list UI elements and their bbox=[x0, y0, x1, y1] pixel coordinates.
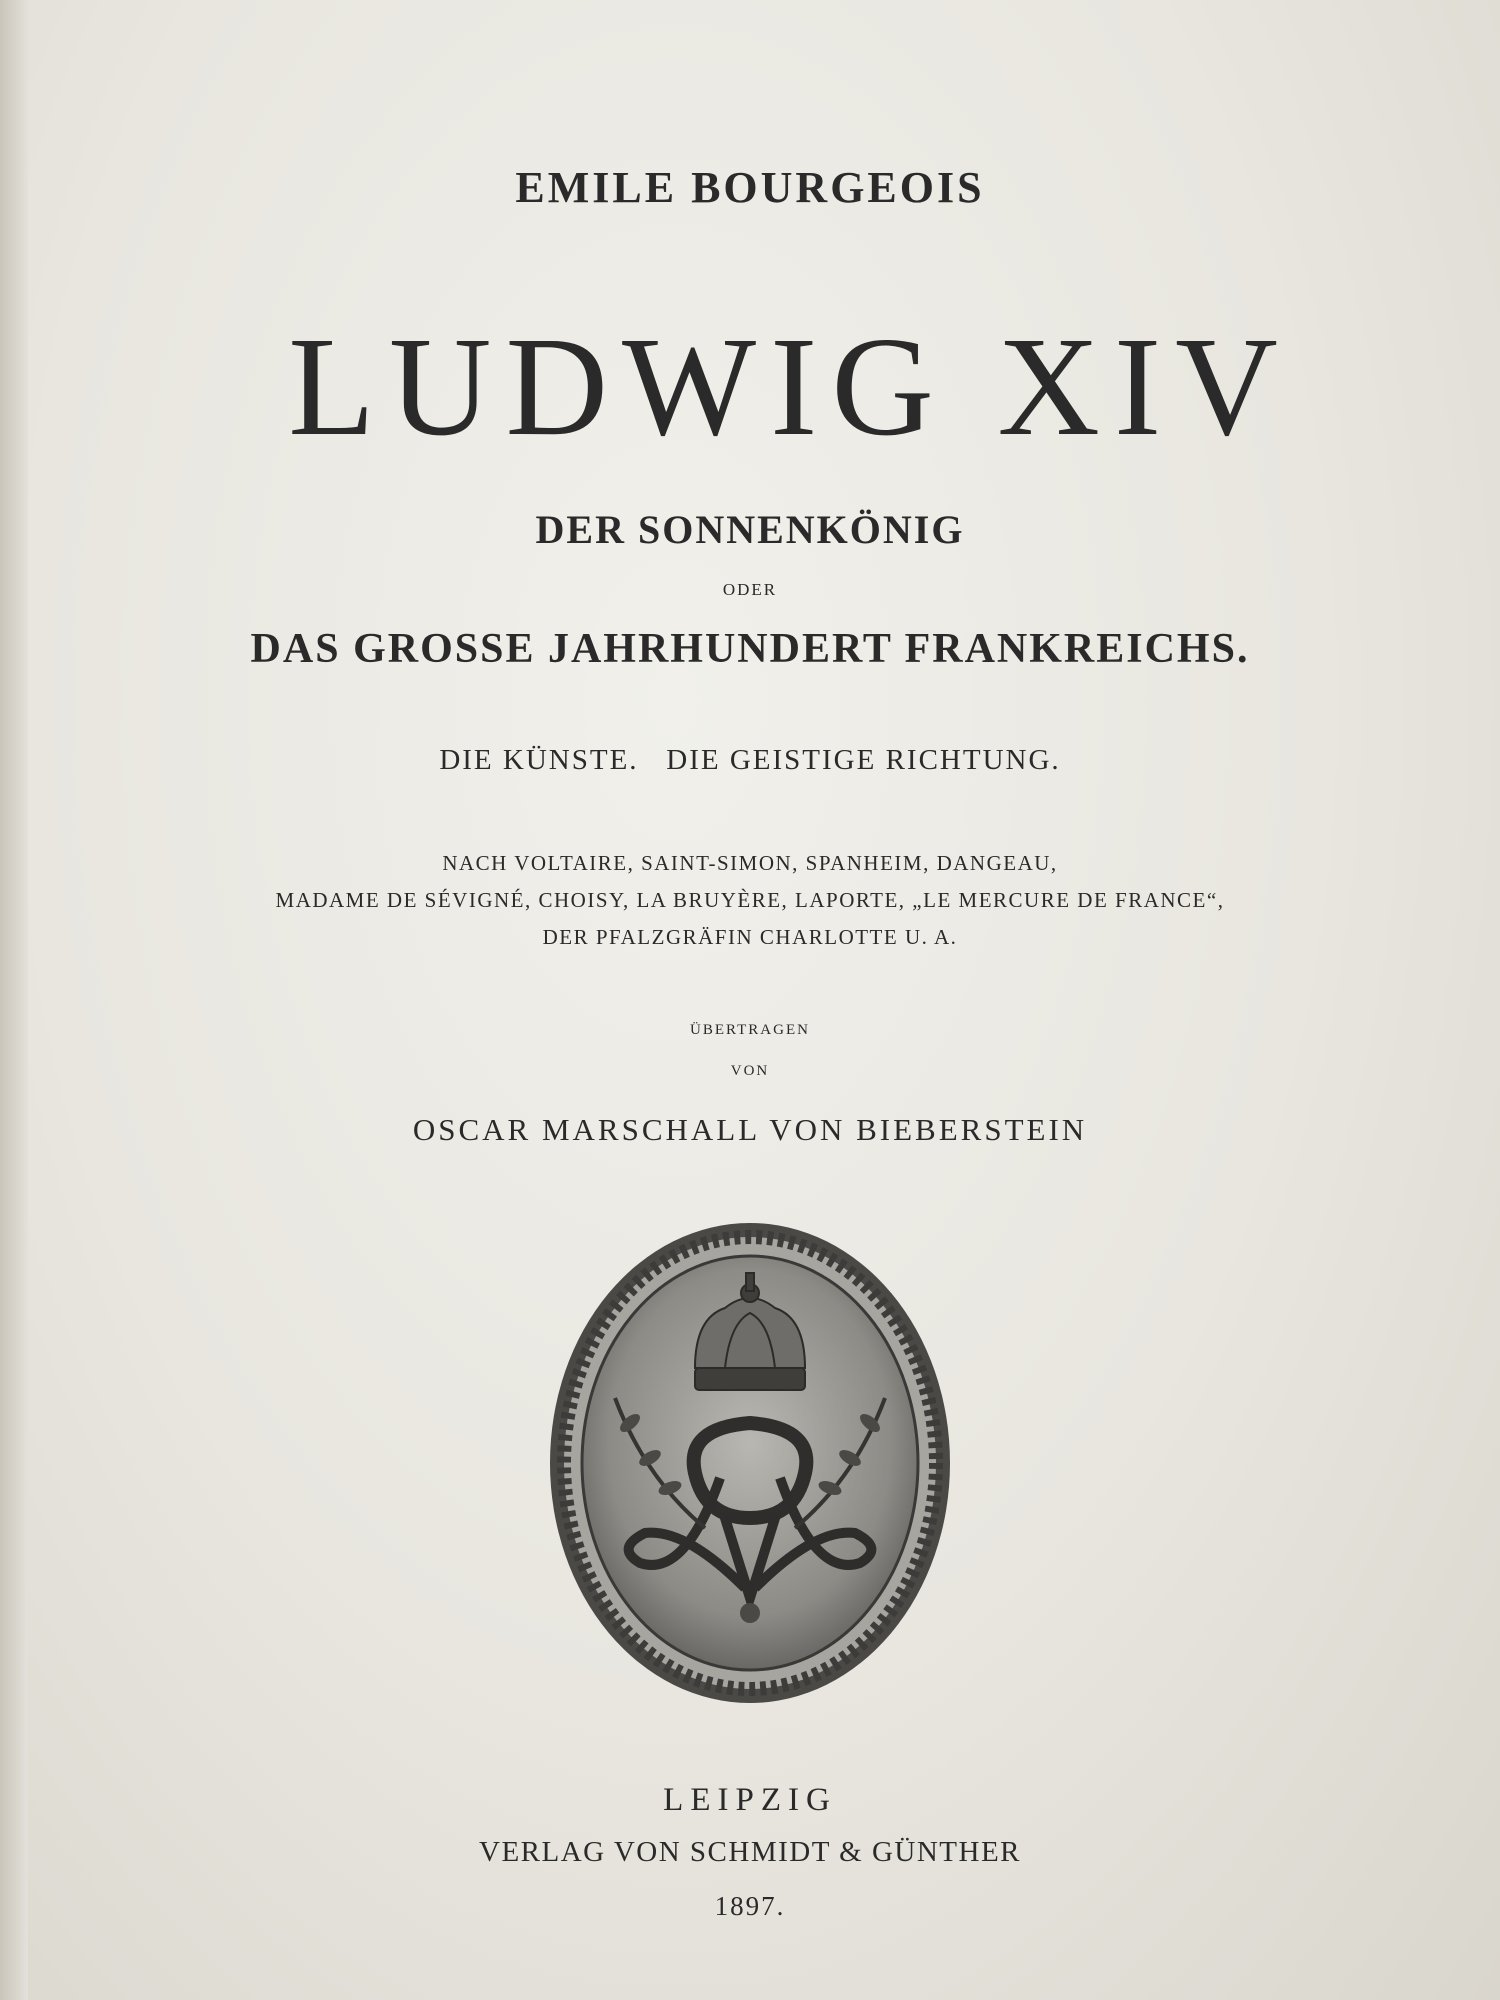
subtitle-connector: ODER bbox=[722, 580, 778, 599]
book-title: LUDWIG XIV bbox=[288, 307, 1292, 465]
sources-line-2: MADAME DE SÉVIGNÉ, CHOISY, LA BRUYÈRE, LAPORTE, „LE MERCURE DE FRANCE“, bbox=[275, 888, 1225, 912]
by-label: VON bbox=[730, 1063, 770, 1079]
translated-label: ÜBERTRAGEN bbox=[690, 1022, 810, 1038]
sources-line-3: DER PFALZGRÄFIN CHARLOTTE U. A. bbox=[542, 925, 958, 949]
author-name: EMILE BOURGEOIS bbox=[515, 163, 985, 212]
translator-name: OSCAR MARSCHALL VON BIEBERSTEIN bbox=[412, 1112, 1088, 1147]
subtitle-3: DIE KÜNSTE. DIE GEISTIGE RICHTUNG. bbox=[439, 744, 1061, 776]
crowned-monogram-medallion-icon bbox=[545, 1218, 955, 1708]
imprint-publisher: VERLAG VON SCHMIDT & GÜNTHER bbox=[479, 1836, 1021, 1868]
book-gutter bbox=[0, 0, 28, 2000]
sources-line-1: NACH VOLTAIRE, SAINT-SIMON, SPANHEIM, DANGEAU, bbox=[442, 851, 1058, 875]
imprint-year: 1897. bbox=[714, 1891, 786, 1921]
imprint-city: LEIPZIG bbox=[663, 1782, 837, 1818]
subtitle-1: DER SONNENKÖNIG bbox=[535, 507, 965, 552]
subtitle-2: DAS GROSSE JAHRHUNDERT FRANKREICHS. bbox=[250, 626, 1250, 672]
